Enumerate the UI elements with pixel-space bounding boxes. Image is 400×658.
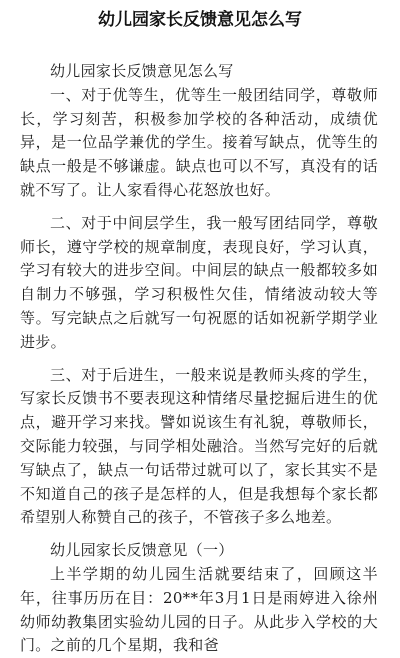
- document-body: [20, 60, 378, 658]
- section-heading: 幼儿园家长反馈意见怎么写: [50, 62, 234, 80]
- paragraph-middle-students: 二、对于中间层学生，我一般写团结同学，尊敬师长，遵守学校的规章制度，表现良好，学习认真，学习有较大的进步空间。中间层的缺点一般都较多如自制力不够强，学习积极性欠佳，情绪波动较大等等。写完缺点之后就写一句祝愿的话如祝新学期学业进步。: [20, 213, 378, 351]
- paragraph-struggling-students: 三、对于后进生，一般来说是教师头疼的学生，写家长反馈书不要表现这种情绪尽量挖掘后进生的优点，避开学习来找。譬如说该生有礼貌，尊敬师长，交际能力较强，与同学相处融洽。当然写完好的后就写缺点了，缺点一句话带过就可以了，家长其实不是不知道自己的孩子是怎样的人，但是我想每个家长都希望别人称赞自己的孩子，不管孩子多么地差。: [20, 365, 378, 527]
- paragraph-example-one: 上半学期的幼儿园生活就要结束了，回顾这半年，往事历历在目：20**年3月1日是雨婷进入徐州幼师幼教集团实验幼儿园的日子。从此步入学校的大门。之前的几个星期，我和爸: [20, 564, 378, 655]
- document-title: 幼儿园家长反馈意见怎么写: [98, 10, 302, 30]
- section-heading-example-one: 幼儿园家长反馈意见（一）: [50, 541, 234, 560]
- paragraph-top-students: 一、对于优等生，优等生一般团结同学，尊敬师长，学习刻苦，积极参加学校的各种活动，成绩优异，是一位品学兼优的学生。接着写缺点，优等生的缺点一般是不够谦虚。缺点也可以不写，真没有的话就不写了。让人家看得心花怒放也好。: [20, 85, 378, 199]
